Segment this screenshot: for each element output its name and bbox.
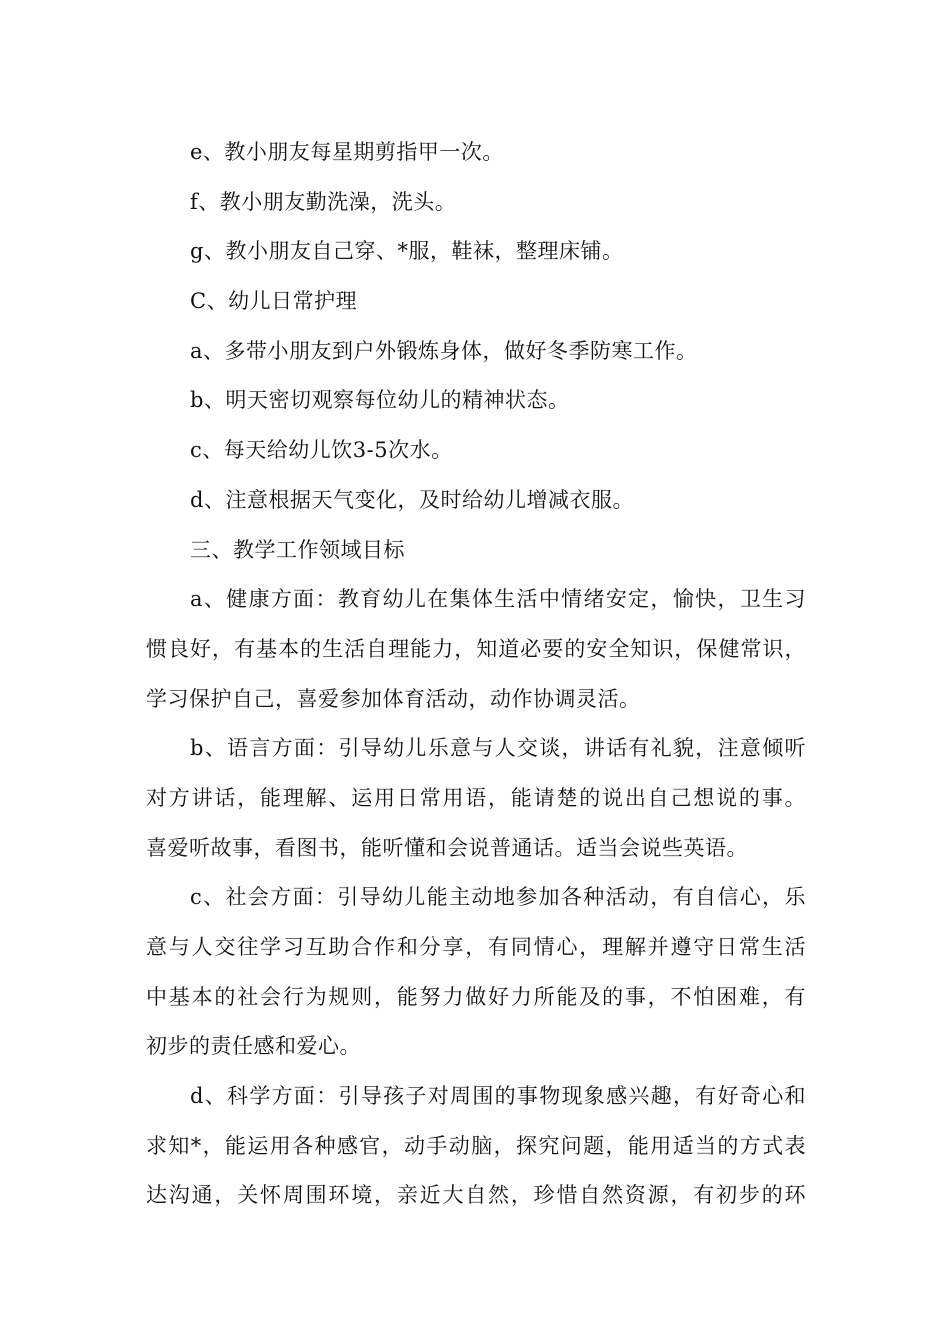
list-item-e: e、教小朋友每星期剪指甲一次。	[190, 140, 504, 164]
paragraph-health-line-1: a、健康方面：教育幼儿在集体生活中情绪安定，愉快，卫生习	[190, 587, 806, 612]
list-item-b: b、明天密切观察每位幼儿的精神状态。	[190, 388, 570, 413]
paragraph-science-line-3: 达沟通，关怀周围环境，亲近大自然，珍惜自然资源，有初步的环	[146, 1183, 806, 1208]
paragraph-language-line-1: b、语言方面：引导幼儿乐意与人交谈，讲话有礼貌，注意倾听	[190, 736, 806, 761]
section-heading-teaching-goals: 三、教学工作领域目标	[190, 537, 405, 562]
list-item-a: a、多带小朋友到户外锻炼身体，做好冬季防寒工作。	[190, 338, 698, 363]
list-item-g: g、教小朋友自己穿、*服，鞋袜，整理床铺。	[190, 239, 624, 264]
paragraph-science-line-1: d、科学方面：引导孩子对周围的事物现象感兴趣，有好奇心和	[190, 1084, 806, 1109]
paragraph-science-line-2: 求知*，能运用各种感官，动手动脑，探究问题，能用适当的方式表	[146, 1133, 806, 1158]
paragraph-health-line-3: 学习保护自己，喜爱参加体育活动，动作协调灵活。	[146, 686, 641, 711]
list-item-c: c、每天给幼儿饮3-5次水。	[190, 438, 453, 463]
paragraph-language-line-2: 对方讲话，能理解、运用日常用语，能请楚的说出自己想说的事。	[146, 785, 806, 810]
paragraph-social-line-4: 初步的责任感和爱心。	[146, 1034, 361, 1059]
paragraph-language-line-3: 喜爱听故事，看图书，能听懂和会说普通话。适当会说些英语。	[146, 835, 748, 860]
paragraph-social-line-2: 意与人交往学习互助合作和分享，有同情心，理解并遵守日常生活	[146, 935, 806, 959]
section-heading-daily-care: C、幼儿日常护理	[190, 289, 358, 314]
paragraph-social-line-1: c、社会方面：引导幼儿能主动地参加各种活动，有自信心，乐	[190, 885, 806, 910]
paragraph-health-line-2: 惯良好，有基本的生活自理能力，知道必要的安全知识，保健常识，	[146, 636, 806, 661]
list-item-d: d、注意根据天气变化，及时给幼儿增减衣服。	[190, 487, 634, 512]
paragraph-social-line-3: 中基本的社会行为规则，能努力做好力所能及的事，不怕困难，有	[146, 984, 806, 1009]
document-body	[146, 128, 806, 1221]
list-item-f: f、教小朋友勤洗澡，洗头。	[190, 189, 457, 214]
